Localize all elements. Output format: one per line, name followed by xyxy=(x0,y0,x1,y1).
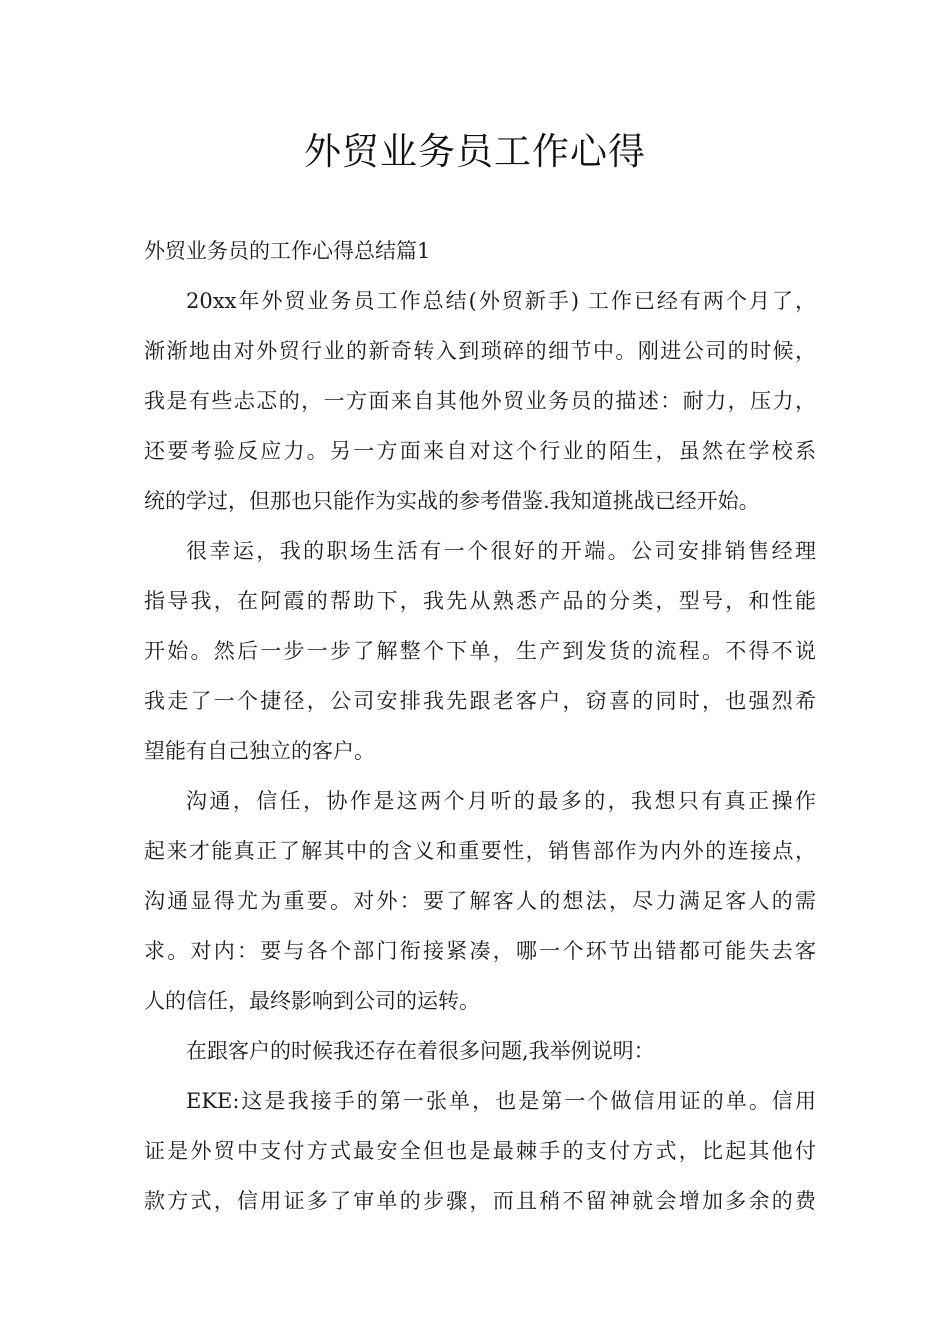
paragraph-4-line-1: 在跟客户的时候我还存在着很多问题,我举例说明： xyxy=(186,1039,655,1063)
paragraph-2-line-4: 我走了一个捷径，公司安排我先跟老客户，窃喜的同时，也强烈希 xyxy=(144,689,816,713)
paragraph-2-line-5: 望能有自己独立的客户。 xyxy=(144,739,375,763)
paragraph-5-line-1: EKE:这是我接手的第一张单，也是第一个做信用证的单。信用 xyxy=(186,1089,816,1113)
paragraph-3-line-4: 求。对内：要与各个部门衔接紧凑，哪一个环节出错都可能失去客 xyxy=(144,939,816,963)
paragraph-2-line-1: 很幸运，我的职场生活有一个很好的开端。公司安排销售经理 xyxy=(186,539,816,563)
paragraph-1-line-1: 20xx年外贸业务员工作总结(外贸新手) 工作已经有两个月了， xyxy=(186,289,816,313)
paragraph-5-line-3: 款方式，信用证多了审单的步骤，而且稍不留神就会增加多余的费 xyxy=(144,1189,816,1213)
paragraph-3-line-2: 起来才能真正了解其中的含义和重要性，销售部作为内外的连接点， xyxy=(144,839,816,863)
section-heading: 外贸业务员的工作心得总结篇1 xyxy=(144,239,431,263)
paragraph-2-line-3: 开始。然后一步一步了解整个下单，生产到发货的流程。不得不说 xyxy=(144,639,816,663)
paragraph-3-line-3: 沟通显得尤为重要。对外：要了解客人的想法，尽力满足客人的需 xyxy=(144,889,816,913)
paragraph-1-line-3: 我是有些忐忑的，一方面来自其他外贸业务员的描述：耐力，压力， xyxy=(144,389,816,413)
paragraph-2-line-2: 指导我，在阿霞的帮助下，我先从熟悉产品的分类，型号，和性能 xyxy=(144,589,816,613)
paragraph-3-line-5: 人的信任，最终影响到公司的运转。 xyxy=(144,989,480,1013)
paragraph-1-line-2: 渐渐地由对外贸行业的新奇转入到琐碎的细节中。刚进公司的时候， xyxy=(144,339,816,363)
document-title: 外贸业务员工作心得 xyxy=(304,130,646,173)
paragraph-3-line-1: 沟通，信任，协作是这两个月听的最多的，我想只有真正操作 xyxy=(186,789,816,813)
paragraph-5-line-2: 证是外贸中支付方式最安全但也是最棘手的支付方式，比起其他付 xyxy=(144,1139,816,1163)
paragraph-1-line-5: 统的学过，但那也只能作为实战的参考借鉴.我知道挑战已经开始。 xyxy=(144,489,760,513)
paragraph-1-line-4: 还要考验反应力。另一方面来自对这个行业的陌生，虽然在学校系 xyxy=(144,439,816,463)
